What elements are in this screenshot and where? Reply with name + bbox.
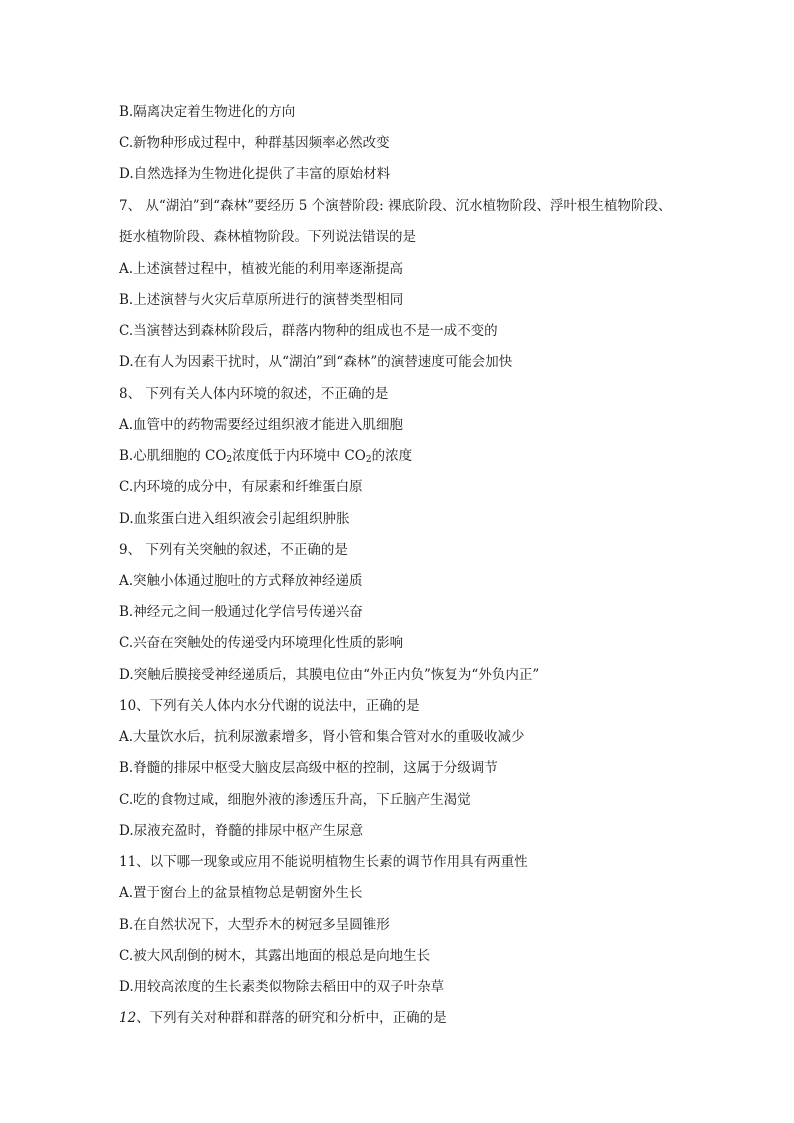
option-c-q7: C.当演替达到森林阶段后，群落内物种的组成也不是一成不变的: [119, 323, 498, 339]
option-c-q10: C.吃的食物过咸，细胞外液的渗透压升高，下丘脑产生渴觉: [119, 792, 471, 808]
option-c-q11: C.被大风刮倒的树木，其露出地面的根总是向地生长: [119, 948, 431, 964]
option-d-q11: D.用较高浓度的生长素类似物除去稻田中的双子叶杂草: [119, 979, 445, 995]
option-b-q6: B.隔离决定着生物进化的方向: [119, 104, 296, 120]
option-d-q6: D.自然选择为生物进化提供了丰富的原始材料: [119, 166, 391, 182]
option-b-q10: B.脊髓的排尿中枢受大脑皮层高级中枢的控制，这属于分级调节: [119, 760, 498, 776]
question-10-stem: 10、下列有关人体内水分代谢的说法中，正确的是: [119, 698, 420, 714]
option-a-q7: A.上述演替过程中，植被光能的利用率逐渐提高: [119, 261, 404, 277]
question-7-stem: 7、 从“湖泊”到“森林”要经历 5 个演替阶段: 裸底阶段、沉水植物阶段、浮叶根生植物阶段、: [119, 198, 672, 214]
option-b-q7: B.上述演替与火灾后草原所进行的演替类型相同: [119, 292, 404, 308]
question-9-stem: 9、 下列有关突触的叙述，不正确的是: [119, 542, 348, 558]
question-12-stem: 12、下列有关对种群和群落的研究和分析中，正确的是: [119, 1010, 447, 1026]
option-a-q10: A.大量饮水后，抗利尿激素增多，肾小管和集合管对水的重吸收减少: [119, 729, 525, 745]
option-c-q9: C.兴奋在突触处的传递受内环境理化性质的影响: [119, 635, 404, 651]
option-d-q8: D.血浆蛋白进入组织液会引起组织肿胀: [119, 511, 350, 527]
option-d-q7: D.在有人为因素干扰时，从“湖泊”到“森林”的演替速度可能会加快: [119, 354, 513, 370]
question-7-stem-cont: 挺水植物阶段、森林植物阶段。下列说法错误的是: [119, 229, 416, 245]
option-a-q11: A.置于窗台上的盆景植物总是朝窗外生长: [119, 885, 363, 901]
option-b-q9: B.神经元之间一般通过化学信号传递兴奋: [119, 604, 363, 620]
option-d-q9: D.突触后膜接受神经递质后，其膜电位由“外正内负”恢复为“外负内正”: [119, 667, 540, 683]
option-b-q8: B.心肌细胞的 $CO_2$浓度低于内环境中 $CO_2$的浓度: [119, 448, 413, 465]
option-a-q9: A.突触小体通过胞吐的方式释放神经递质: [119, 573, 363, 589]
option-c-q8: C.内环境的成分中，有尿素和纤维蛋白原: [119, 479, 363, 495]
option-d-q10: D.尿液充盈时，脊髓的排尿中枢产生尿意: [119, 823, 364, 839]
question-11-stem: 11、以下哪一现象或应用不能说明植物生长素的调节作用具有两重性: [119, 854, 528, 870]
question-8-stem: 8、 下列有关人体内环境的叙述，不正确的是: [119, 386, 389, 402]
question-12-number: 12: [119, 1010, 137, 1026]
option-c-q6: C.新物种形成过程中，种群基因频率必然改变: [119, 135, 390, 151]
option-b-q11: B.在自然状况下，大型乔木的树冠多呈圆锥形: [119, 917, 390, 933]
option-a-q8: A.血管中的药物需要经过组织液才能进入肌细胞: [119, 417, 404, 433]
